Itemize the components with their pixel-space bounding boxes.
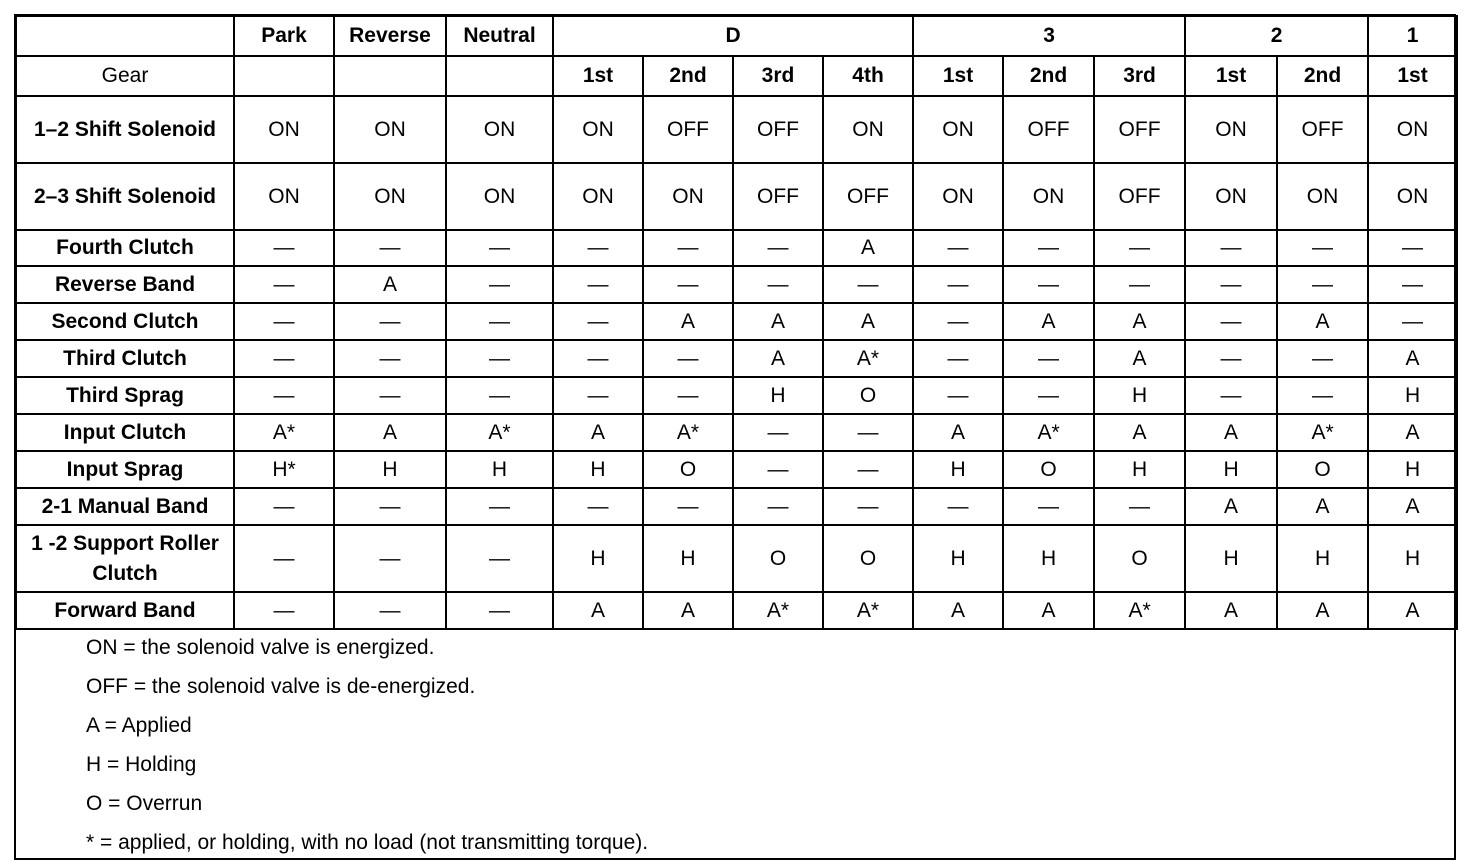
gear-header: 1st [1185,56,1277,96]
table-cell: A [643,303,733,340]
table-row [16,451,1457,488]
table-cell: — [643,266,733,303]
gear-header: 1st [913,56,1003,96]
table-cell: H [1368,451,1457,488]
table-cell: H [1003,525,1094,592]
table-cell: — [446,592,553,629]
row-label: Input Sprag [16,451,234,488]
table-cell: H [553,525,643,592]
table-cell: ON [1185,163,1277,230]
gear-header: 3rd [1094,56,1185,96]
table-row [16,525,1457,592]
table-cell: — [643,340,733,377]
table-cell: A [1368,592,1457,629]
table-cell: H [1368,377,1457,414]
table-cell: OFF [1277,96,1368,163]
table-cell: H [446,451,553,488]
table-cell: — [1094,230,1185,266]
table-cell: A [334,266,446,303]
table-cell: — [446,488,553,525]
table-cell: — [553,340,643,377]
table-cell: H [1185,525,1277,592]
table-cell: — [553,303,643,340]
table-row [16,303,1457,340]
table-cell: ON [1277,163,1368,230]
table-cell: H [1185,451,1277,488]
group-header: 2 [1185,16,1368,56]
gear-header: 2nd [1003,56,1094,96]
table-cell: — [913,377,1003,414]
table-cell: — [733,230,823,266]
legend-line: OFF = the solenoid valve is de-energized. [86,675,476,698]
table-cell: A [1003,303,1094,340]
table-cell: ON [334,163,446,230]
table-cell: — [1277,340,1368,377]
table-cell: — [643,230,733,266]
table-cell: ON [446,96,553,163]
legend-line: H = Holding [86,753,197,776]
table-cell: — [234,266,334,303]
table-cell: — [234,488,334,525]
row-label: 1–2 Shift Solenoid [16,96,234,163]
table-cell: A [913,592,1003,629]
table-cell: ON [643,163,733,230]
legend-line: * = applied, or holding, with no load (not transmitting torque). [86,831,649,854]
table-cell: A [733,303,823,340]
table-cell: H* [234,451,334,488]
empty-gear-cell [234,56,334,96]
table-cell: — [1094,266,1185,303]
table-cell: OFF [823,163,913,230]
table-cell: O [733,525,823,592]
gear-header: 3rd [733,56,823,96]
table-cell: — [1185,340,1277,377]
table-cell: A [553,592,643,629]
table-cell: OFF [1094,96,1185,163]
table-cell: ON [913,163,1003,230]
table-cell: — [1003,230,1094,266]
table-cell: — [234,592,334,629]
table-cell: A [643,592,733,629]
gear-header: 4th [823,56,913,96]
table-cell: H [913,451,1003,488]
table-cell: — [913,488,1003,525]
table-cell: — [234,525,334,592]
table-cell: — [1368,230,1457,266]
table-row [16,340,1457,377]
table-cell: A* [446,414,553,451]
legend-line: O = Overrun [86,792,203,815]
table-cell: — [1094,488,1185,525]
table-cell: — [733,451,823,488]
table-cell: — [234,377,334,414]
table-cell: A [553,414,643,451]
table-cell: OFF [1003,96,1094,163]
group-header: 1 [1368,16,1457,56]
row-label: Input Clutch [16,414,234,451]
table-cell: — [553,230,643,266]
table-cell: A [1277,592,1368,629]
table-cell: — [1185,377,1277,414]
table-cell: — [1003,340,1094,377]
table-cell: — [1003,266,1094,303]
table-cell: A [1003,592,1094,629]
table-cell: O [823,377,913,414]
table-cell: H [1277,525,1368,592]
table-cell: — [733,414,823,451]
table-cell: — [234,340,334,377]
corner-cell [16,16,234,56]
table-cell: — [823,266,913,303]
table-cell: A [1094,414,1185,451]
table-cell: ON [334,96,446,163]
table-cell: — [553,377,643,414]
table-cell: A [733,340,823,377]
table-cell: OFF [733,96,823,163]
table-cell: O [1003,451,1094,488]
table-cell: A [1094,303,1185,340]
table-cell: A [1368,414,1457,451]
table-cell: — [234,230,334,266]
table-cell: A* [823,592,913,629]
table-cell: ON [553,163,643,230]
table-cell: A* [733,592,823,629]
table-cell: ON [913,96,1003,163]
table-cell: A* [1094,592,1185,629]
table-cell: — [643,377,733,414]
table-cell: H [1094,377,1185,414]
table-row [16,230,1457,266]
table-cell: ON [1003,163,1094,230]
table-cell: ON [553,96,643,163]
table-cell: — [913,266,1003,303]
table-cell: O [643,451,733,488]
table-cell: — [1003,377,1094,414]
table-cell: — [553,266,643,303]
table-cell: H [643,525,733,592]
table-row [16,163,1457,230]
row-label: Reverse Band [16,266,234,303]
table-cell: — [446,230,553,266]
table-cell: — [1185,230,1277,266]
table-body [16,16,1457,629]
table-cell: — [334,230,446,266]
table-cell: H [553,451,643,488]
table-cell: — [446,266,553,303]
table-cell: A [1368,340,1457,377]
table-cell: — [1368,303,1457,340]
table-cell: — [1185,303,1277,340]
gear-header: 1st [553,56,643,96]
table-cell: ON [1368,96,1457,163]
table-cell: A* [1003,414,1094,451]
table-cell: OFF [1094,163,1185,230]
table-cell: H [1094,451,1185,488]
legend [86,628,648,862]
row-label: Second Clutch [16,303,234,340]
table-cell: — [446,377,553,414]
table-cell: — [553,488,643,525]
table-cell: ON [823,96,913,163]
table-cell: — [1277,230,1368,266]
row-label: Forward Band [16,592,234,629]
table-cell: — [823,488,913,525]
table-cell: — [913,340,1003,377]
table-cell: A [1368,488,1457,525]
table-row [16,414,1457,451]
table-cell: — [823,451,913,488]
table-row [16,266,1457,303]
table-cell: A [334,414,446,451]
table-cell: — [334,525,446,592]
table-cell: A [1185,488,1277,525]
table-cell: — [334,340,446,377]
gear-header: 2nd [643,56,733,96]
application-table [15,15,1458,630]
table-cell: A [1185,592,1277,629]
table-cell: A* [643,414,733,451]
table-cell: — [234,303,334,340]
table-row [16,377,1457,414]
gear-header: 2nd [1277,56,1368,96]
table-row [16,96,1457,163]
table-cell: — [1277,266,1368,303]
table-cell: OFF [733,163,823,230]
table-cell: A [1277,303,1368,340]
legend-line: ON = the solenoid valve is energized. [86,636,435,659]
table-cell: — [1368,266,1457,303]
table-cell: — [1185,266,1277,303]
clutch-application-chart [14,14,1456,860]
table-cell: — [733,488,823,525]
group-header: 3 [913,16,1185,56]
table-cell: — [334,488,446,525]
table-cell: A [1094,340,1185,377]
gear-label: Gear [16,56,234,96]
table-cell: — [1277,377,1368,414]
table-row [16,488,1457,525]
table-cell: A [1185,414,1277,451]
table-cell: A* [823,340,913,377]
table-cell: H [733,377,823,414]
table-cell: — [643,488,733,525]
table-cell: O [1094,525,1185,592]
group-header: Park [234,16,334,56]
table-cell: — [446,340,553,377]
group-header: Neutral [446,16,553,56]
table-cell: A [823,303,913,340]
table-cell: ON [446,163,553,230]
row-label: 2–3 Shift Solenoid [16,163,234,230]
table-cell: — [334,377,446,414]
row-label: Third Clutch [16,340,234,377]
table-cell: H [334,451,446,488]
row-label: Fourth Clutch [16,230,234,266]
group-header: Reverse [334,16,446,56]
table-cell: — [1003,488,1094,525]
table-cell: — [446,303,553,340]
group-header: D [553,16,913,56]
table-cell: — [913,230,1003,266]
table-cell: — [913,303,1003,340]
row-label: Third Sprag [16,377,234,414]
table-cell: A* [1277,414,1368,451]
table-cell: H [913,525,1003,592]
empty-gear-cell [446,56,553,96]
row-label: 1 -2 Support Roller Clutch [16,525,234,592]
table-cell: OFF [643,96,733,163]
table-cell: ON [234,163,334,230]
table-cell: A [823,230,913,266]
table-cell: O [1277,451,1368,488]
table-cell: A* [234,414,334,451]
table-cell: — [334,592,446,629]
row-label: 2-1 Manual Band [16,488,234,525]
group-header-row [16,16,1457,56]
table-cell: — [334,303,446,340]
table-row [16,592,1457,629]
table-cell: — [446,525,553,592]
table-cell: ON [1368,163,1457,230]
table-cell: A [1277,488,1368,525]
table-cell: ON [234,96,334,163]
table-cell: ON [1185,96,1277,163]
legend-line: A = Applied [86,714,192,737]
empty-gear-cell [334,56,446,96]
table-cell: A [913,414,1003,451]
table-cell: — [733,266,823,303]
gear-header-row [16,56,1457,96]
gear-header: 1st [1368,56,1457,96]
table-cell: O [823,525,913,592]
table-cell: H [1368,525,1457,592]
table-cell: — [823,414,913,451]
